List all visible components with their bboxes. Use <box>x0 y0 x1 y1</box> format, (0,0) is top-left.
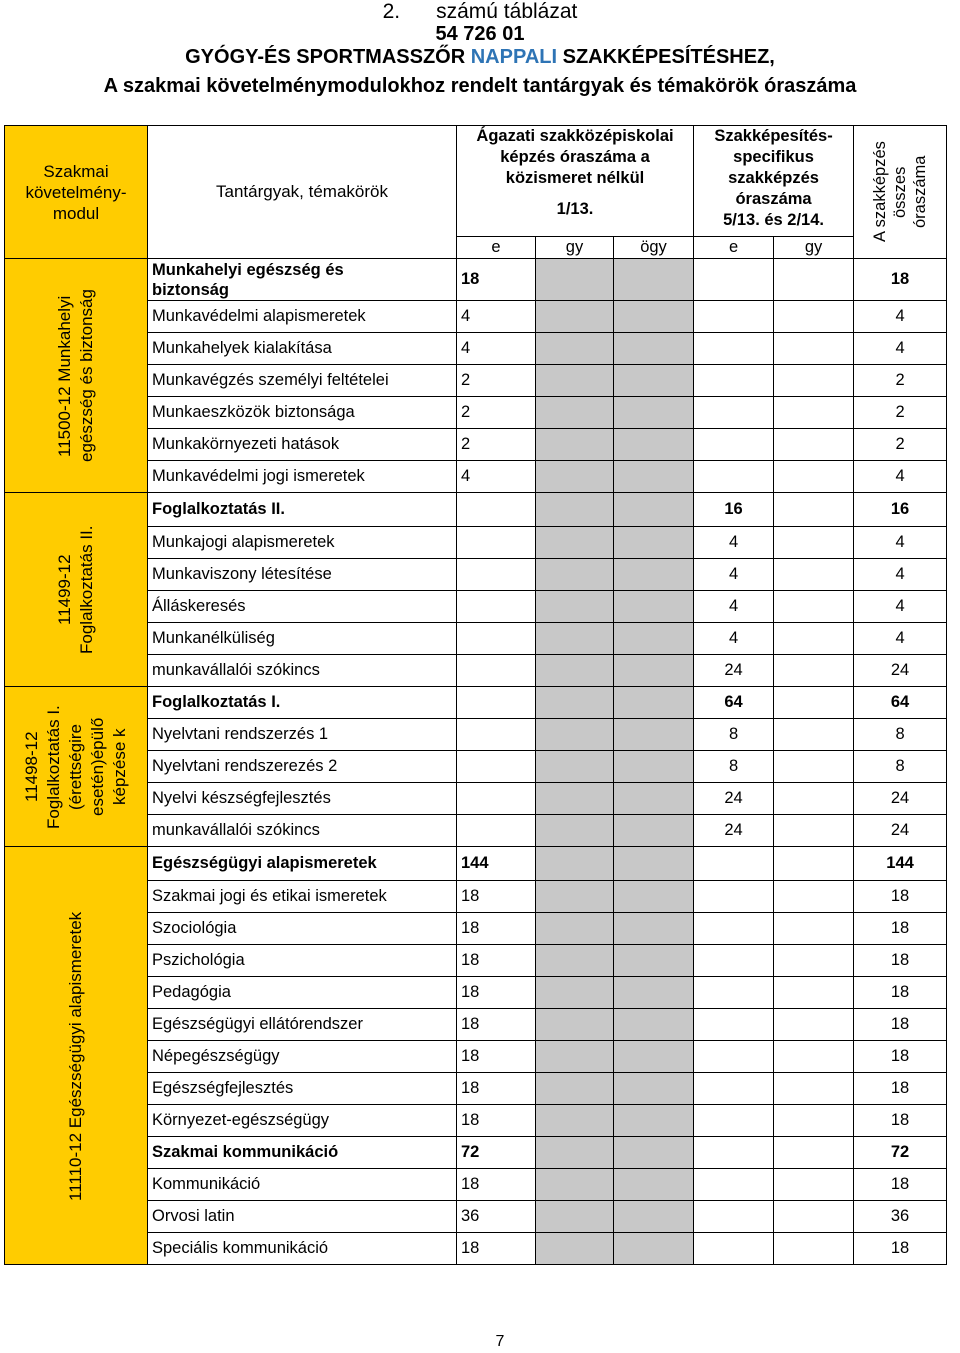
hours-e-1 <box>457 623 536 655</box>
hours-gy-1 <box>536 847 614 881</box>
hours-ogy <box>614 301 694 333</box>
hours-gy-2 <box>774 815 854 847</box>
module-cell <box>5 259 148 493</box>
hours-gy-1 <box>536 1169 614 1201</box>
hours-gy-2 <box>774 687 854 719</box>
hours-e-1 <box>457 687 536 719</box>
hours-ogy <box>614 429 694 461</box>
hours-ogy <box>614 1169 694 1201</box>
qualification-title-prefix: GYÓGY-ÉS SPORTMASSZŐR <box>185 46 471 68</box>
hours-e-2: 16 <box>694 493 774 527</box>
hours-total: 18 <box>854 977 947 1009</box>
hours-e-2 <box>694 1105 774 1137</box>
table-row <box>5 493 947 527</box>
hours-total: 8 <box>854 751 947 783</box>
header-agazati-year: 1/13. <box>556 200 594 218</box>
hours-gy-2 <box>774 461 854 493</box>
hours-gy-2 <box>774 527 854 559</box>
hours-e-1: 18 <box>457 881 536 913</box>
module-cell <box>5 687 148 847</box>
subject-name: Munkakörnyezeti hatások <box>148 429 457 461</box>
hours-ogy <box>614 1201 694 1233</box>
hours-gy-1 <box>536 1233 614 1265</box>
table-number-label: számú táblázat <box>436 0 578 23</box>
header-spec <box>694 126 854 237</box>
hours-gy-1 <box>536 751 614 783</box>
subject-name: Munkavédelmi jogi ismeretek <box>148 461 457 493</box>
hours-ogy <box>614 687 694 719</box>
hours-gy-1 <box>536 591 614 623</box>
hours-e-1 <box>457 591 536 623</box>
hours-ogy <box>614 1105 694 1137</box>
subject-name: Munkavédelmi alapismeretek <box>148 301 457 333</box>
hours-e-1 <box>457 783 536 815</box>
col-gy-2: gy <box>774 237 854 259</box>
qualification-title <box>0 46 960 68</box>
hours-e-1 <box>457 559 536 591</box>
module-label: 11498-12 Foglalkoztatás I. (érettségire esetén)épülő képzése k <box>22 704 129 829</box>
hours-gy-2 <box>774 1105 854 1137</box>
hours-ogy <box>614 1041 694 1073</box>
hours-e-2 <box>694 333 774 365</box>
hours-total: 4 <box>854 527 947 559</box>
subject-name: Környezet-egészségügy <box>148 1105 457 1137</box>
hours-e-1: 2 <box>457 429 536 461</box>
hours-e-2: 4 <box>694 527 774 559</box>
hours-gy-1 <box>536 815 614 847</box>
hours-gy-1 <box>536 559 614 591</box>
hours-ogy <box>614 783 694 815</box>
hours-gy-2 <box>774 751 854 783</box>
hours-e-2: 24 <box>694 815 774 847</box>
hours-e-2 <box>694 301 774 333</box>
hours-total: 18 <box>854 913 947 945</box>
hours-gy-2 <box>774 1009 854 1041</box>
table-row <box>5 259 947 301</box>
hours-gy-2 <box>774 1233 854 1265</box>
hours-gy-1 <box>536 977 614 1009</box>
hours-ogy <box>614 977 694 1009</box>
module-label: 11499-12 Foglalkoztatás II. <box>55 525 96 654</box>
hours-gy-2 <box>774 847 854 881</box>
page-number: 7 <box>495 1333 505 1350</box>
subject-name: Szakmai kommunikáció <box>148 1137 457 1169</box>
hours-total: 144 <box>854 847 947 881</box>
subject-name: Nyelvtani rendszerzés 1 <box>148 719 457 751</box>
hours-e-2: 4 <box>694 623 774 655</box>
hours-e-2: 8 <box>694 719 774 751</box>
hours-gy-1 <box>536 655 614 687</box>
hours-gy-2 <box>774 429 854 461</box>
hours-e-1 <box>457 493 536 527</box>
hours-e-1: 18 <box>457 1233 536 1265</box>
hours-e-2: 8 <box>694 751 774 783</box>
table-row <box>5 687 947 719</box>
subject-name: Kommunikáció <box>148 1169 457 1201</box>
hours-gy-2 <box>774 1041 854 1073</box>
hours-ogy <box>614 623 694 655</box>
subject-name: munkavállalói szókincs <box>148 655 457 687</box>
hours-e-2 <box>694 429 774 461</box>
header-subjects <box>148 126 457 259</box>
hours-ogy <box>614 847 694 881</box>
hours-total: 4 <box>854 591 947 623</box>
hours-ogy <box>614 493 694 527</box>
hours-total: 2 <box>854 429 947 461</box>
module-label: 11500-12 Munkahelyi egészség és biztonság <box>55 289 96 462</box>
subject-name: Speciális kommunikáció <box>148 1233 457 1265</box>
hours-ogy <box>614 559 694 591</box>
hours-gy-1 <box>536 493 614 527</box>
subject-name: Szociológia <box>148 913 457 945</box>
hours-e-2: 24 <box>694 783 774 815</box>
header-module <box>5 126 148 259</box>
hours-total: 2 <box>854 397 947 429</box>
hours-e-2 <box>694 1169 774 1201</box>
hours-gy-2 <box>774 301 854 333</box>
hours-e-2 <box>694 847 774 881</box>
hours-gy-1 <box>536 623 614 655</box>
hours-e-2 <box>694 365 774 397</box>
hours-total: 8 <box>854 719 947 751</box>
table-number-value: 2. <box>382 0 401 23</box>
hours-gy-1 <box>536 1105 614 1137</box>
hours-e-1 <box>457 751 536 783</box>
qualification-title-highlight: NAPPALI <box>470 46 558 68</box>
hours-e-1 <box>457 527 536 559</box>
hours-total: 24 <box>854 655 947 687</box>
hours-gy-2 <box>774 493 854 527</box>
hours-e-2 <box>694 397 774 429</box>
col-gy-1: gy <box>536 237 614 259</box>
hours-e-1: 18 <box>457 1009 536 1041</box>
hours-ogy <box>614 881 694 913</box>
hours-total: 64 <box>854 687 947 719</box>
subject-name: Pszichológia <box>148 945 457 977</box>
header-agazati-label: Ágazati szakközépiskolai képzés óraszáma a közismeret nélkül <box>476 127 674 187</box>
hours-e-1: 18 <box>457 1041 536 1073</box>
hours-total: 72 <box>854 1137 947 1169</box>
hours-e-2 <box>694 881 774 913</box>
table-row <box>5 847 947 881</box>
hours-ogy <box>614 527 694 559</box>
hours-gy-1 <box>536 1009 614 1041</box>
hours-e-1: 18 <box>457 1169 536 1201</box>
hours-gy-2 <box>774 1137 854 1169</box>
hours-gy-2 <box>774 623 854 655</box>
hours-ogy <box>614 1009 694 1041</box>
hours-e-2 <box>694 259 774 301</box>
header-spec-label: Szakképesítés-specifikus szakképzés óraszáma <box>714 127 833 208</box>
col-e-2: e <box>694 237 774 259</box>
hours-total: 36 <box>854 1201 947 1233</box>
hours-gy-2 <box>774 881 854 913</box>
table-number <box>0 0 960 24</box>
hours-total: 18 <box>854 1041 947 1073</box>
header-subjects-label: Tantárgyak, témakörök <box>216 182 388 201</box>
hours-e-1: 18 <box>457 913 536 945</box>
hours-total: 18 <box>854 1169 947 1201</box>
hours-total: 18 <box>854 1233 947 1265</box>
hours-e-1: 72 <box>457 1137 536 1169</box>
hours-ogy <box>614 365 694 397</box>
header-spec-year: 5/13. és 2/14. <box>723 211 824 229</box>
hours-gy-2 <box>774 333 854 365</box>
hours-e-1: 4 <box>457 333 536 365</box>
hours-ogy <box>614 1073 694 1105</box>
hours-ogy <box>614 461 694 493</box>
hours-ogy <box>614 815 694 847</box>
hours-total: 2 <box>854 365 947 397</box>
module-cell <box>5 847 148 1265</box>
header-total <box>854 126 947 259</box>
hours-gy-2 <box>774 655 854 687</box>
hours-ogy <box>614 1137 694 1169</box>
hours-e-2 <box>694 945 774 977</box>
hours-total: 18 <box>854 259 947 301</box>
hours-e-1: 2 <box>457 365 536 397</box>
hours-e-1 <box>457 655 536 687</box>
hours-gy-2 <box>774 913 854 945</box>
hours-ogy <box>614 655 694 687</box>
hours-total: 4 <box>854 559 947 591</box>
hours-total: 18 <box>854 1105 947 1137</box>
module-label: 11110-12 Egészségügyi alapismeretek <box>66 910 85 1201</box>
subject-name: Nyelvi készségfejlesztés <box>148 783 457 815</box>
header-total-label: A szakképzés összes óraszáma <box>871 141 930 243</box>
subject-name: Foglalkoztatás II. <box>148 493 457 527</box>
subject-name: Nyelvtani rendszerezés 2 <box>148 751 457 783</box>
hours-ogy <box>614 1233 694 1265</box>
hours-e-1: 4 <box>457 461 536 493</box>
hours-e-2 <box>694 1233 774 1265</box>
subject-name: Egészségügyi alapismeretek <box>148 847 457 881</box>
hours-gy-1 <box>536 1201 614 1233</box>
header-module-label: Szakmai követelmény-modul <box>25 161 127 223</box>
hours-e-2 <box>694 461 774 493</box>
hours-total: 4 <box>854 301 947 333</box>
hours-e-2 <box>694 1041 774 1073</box>
qualification-title-suffix: SZAKKÉPESÍTÉSHEZ, <box>557 46 775 68</box>
hours-ogy <box>614 913 694 945</box>
hours-total: 18 <box>854 1009 947 1041</box>
hours-ogy <box>614 333 694 365</box>
subject-name: Munkahelyek kialakítása <box>148 333 457 365</box>
hours-total: 4 <box>854 333 947 365</box>
hours-gy-1 <box>536 945 614 977</box>
header-agazati <box>457 126 694 237</box>
hours-e-1: 18 <box>457 1105 536 1137</box>
hours-gy-1 <box>536 783 614 815</box>
hours-e-1: 144 <box>457 847 536 881</box>
hours-gy-1 <box>536 1137 614 1169</box>
hours-gy-2 <box>774 1201 854 1233</box>
subject-name: Egészségfejlesztés <box>148 1073 457 1105</box>
hours-gy-2 <box>774 365 854 397</box>
hours-ogy <box>614 945 694 977</box>
hours-gy-2 <box>774 783 854 815</box>
hours-gy-2 <box>774 719 854 751</box>
hours-gy-1 <box>536 527 614 559</box>
hours-ogy <box>614 591 694 623</box>
subject-name: Pedagógia <box>148 977 457 1009</box>
hours-e-1: 2 <box>457 397 536 429</box>
subject-name: Munkaeszközök biztonsága <box>148 397 457 429</box>
table-subtitle: A szakmai követelménymodulokhoz rendelt tantárgyak és témakörök óraszáma <box>103 75 857 97</box>
hours-e-1 <box>457 719 536 751</box>
hours-e-1: 18 <box>457 259 536 301</box>
hours-e-2: 4 <box>694 559 774 591</box>
hours-gy-1 <box>536 719 614 751</box>
hours-e-1: 4 <box>457 301 536 333</box>
hours-gy-1 <box>536 1073 614 1105</box>
hours-gy-1 <box>536 429 614 461</box>
hours-gy-2 <box>774 591 854 623</box>
hours-gy-1 <box>536 1041 614 1073</box>
hours-gy-1 <box>536 687 614 719</box>
hours-gy-1 <box>536 365 614 397</box>
subject-name: Munkajogi alapismeretek <box>148 527 457 559</box>
curriculum-hours-table <box>4 125 947 1265</box>
hours-e-2 <box>694 913 774 945</box>
hours-e-1: 18 <box>457 945 536 977</box>
subject-name: Munkanélküliség <box>148 623 457 655</box>
hours-e-2: 24 <box>694 655 774 687</box>
hours-ogy <box>614 397 694 429</box>
hours-e-2 <box>694 1201 774 1233</box>
hours-e-1: 36 <box>457 1201 536 1233</box>
hours-e-1: 18 <box>457 1073 536 1105</box>
col-e-1: e <box>457 237 536 259</box>
hours-e-2 <box>694 1137 774 1169</box>
hours-total: 24 <box>854 783 947 815</box>
hours-gy-2 <box>774 559 854 591</box>
subject-name: Álláskeresés <box>148 591 457 623</box>
hours-total: 4 <box>854 461 947 493</box>
hours-total: 18 <box>854 945 947 977</box>
hours-gy-2 <box>774 259 854 301</box>
hours-gy-1 <box>536 259 614 301</box>
hours-gy-2 <box>774 397 854 429</box>
hours-total: 16 <box>854 493 947 527</box>
hours-total: 4 <box>854 623 947 655</box>
hours-e-2: 64 <box>694 687 774 719</box>
hours-total: 18 <box>854 1073 947 1105</box>
hours-ogy <box>614 719 694 751</box>
subject-name: munkavállalói szókincs <box>148 815 457 847</box>
hours-total: 24 <box>854 815 947 847</box>
hours-gy-1 <box>536 461 614 493</box>
hours-gy-2 <box>774 977 854 1009</box>
col-ogy: ögy <box>614 237 694 259</box>
subject-name: Munkahelyi egészség és biztonság <box>148 259 457 301</box>
hours-e-2 <box>694 1073 774 1105</box>
hours-gy-2 <box>774 1169 854 1201</box>
subject-name: Orvosi latin <box>148 1201 457 1233</box>
hours-gy-1 <box>536 397 614 429</box>
subject-name: Foglalkoztatás I. <box>148 687 457 719</box>
subject-name: Népegészségügy <box>148 1041 457 1073</box>
hours-e-2: 4 <box>694 591 774 623</box>
subject-name: Szakmai jogi és etikai ismeretek <box>148 881 457 913</box>
hours-gy-2 <box>774 945 854 977</box>
module-cell <box>5 493 148 687</box>
hours-e-1 <box>457 815 536 847</box>
subject-name: Egészségügyi ellátórendszer <box>148 1009 457 1041</box>
hours-gy-1 <box>536 913 614 945</box>
hours-gy-1 <box>536 333 614 365</box>
hours-e-2 <box>694 977 774 1009</box>
hours-ogy <box>614 751 694 783</box>
hours-e-1: 18 <box>457 977 536 1009</box>
hours-total: 18 <box>854 881 947 913</box>
hours-e-2 <box>694 1009 774 1041</box>
hours-gy-2 <box>774 1073 854 1105</box>
hours-gy-1 <box>536 301 614 333</box>
subject-name: Munkaviszony létesítése <box>148 559 457 591</box>
hours-ogy <box>614 259 694 301</box>
hours-gy-1 <box>536 881 614 913</box>
qualification-code: 54 726 01 <box>435 23 525 45</box>
subject-name: Munkavégzés személyi feltételei <box>148 365 457 397</box>
